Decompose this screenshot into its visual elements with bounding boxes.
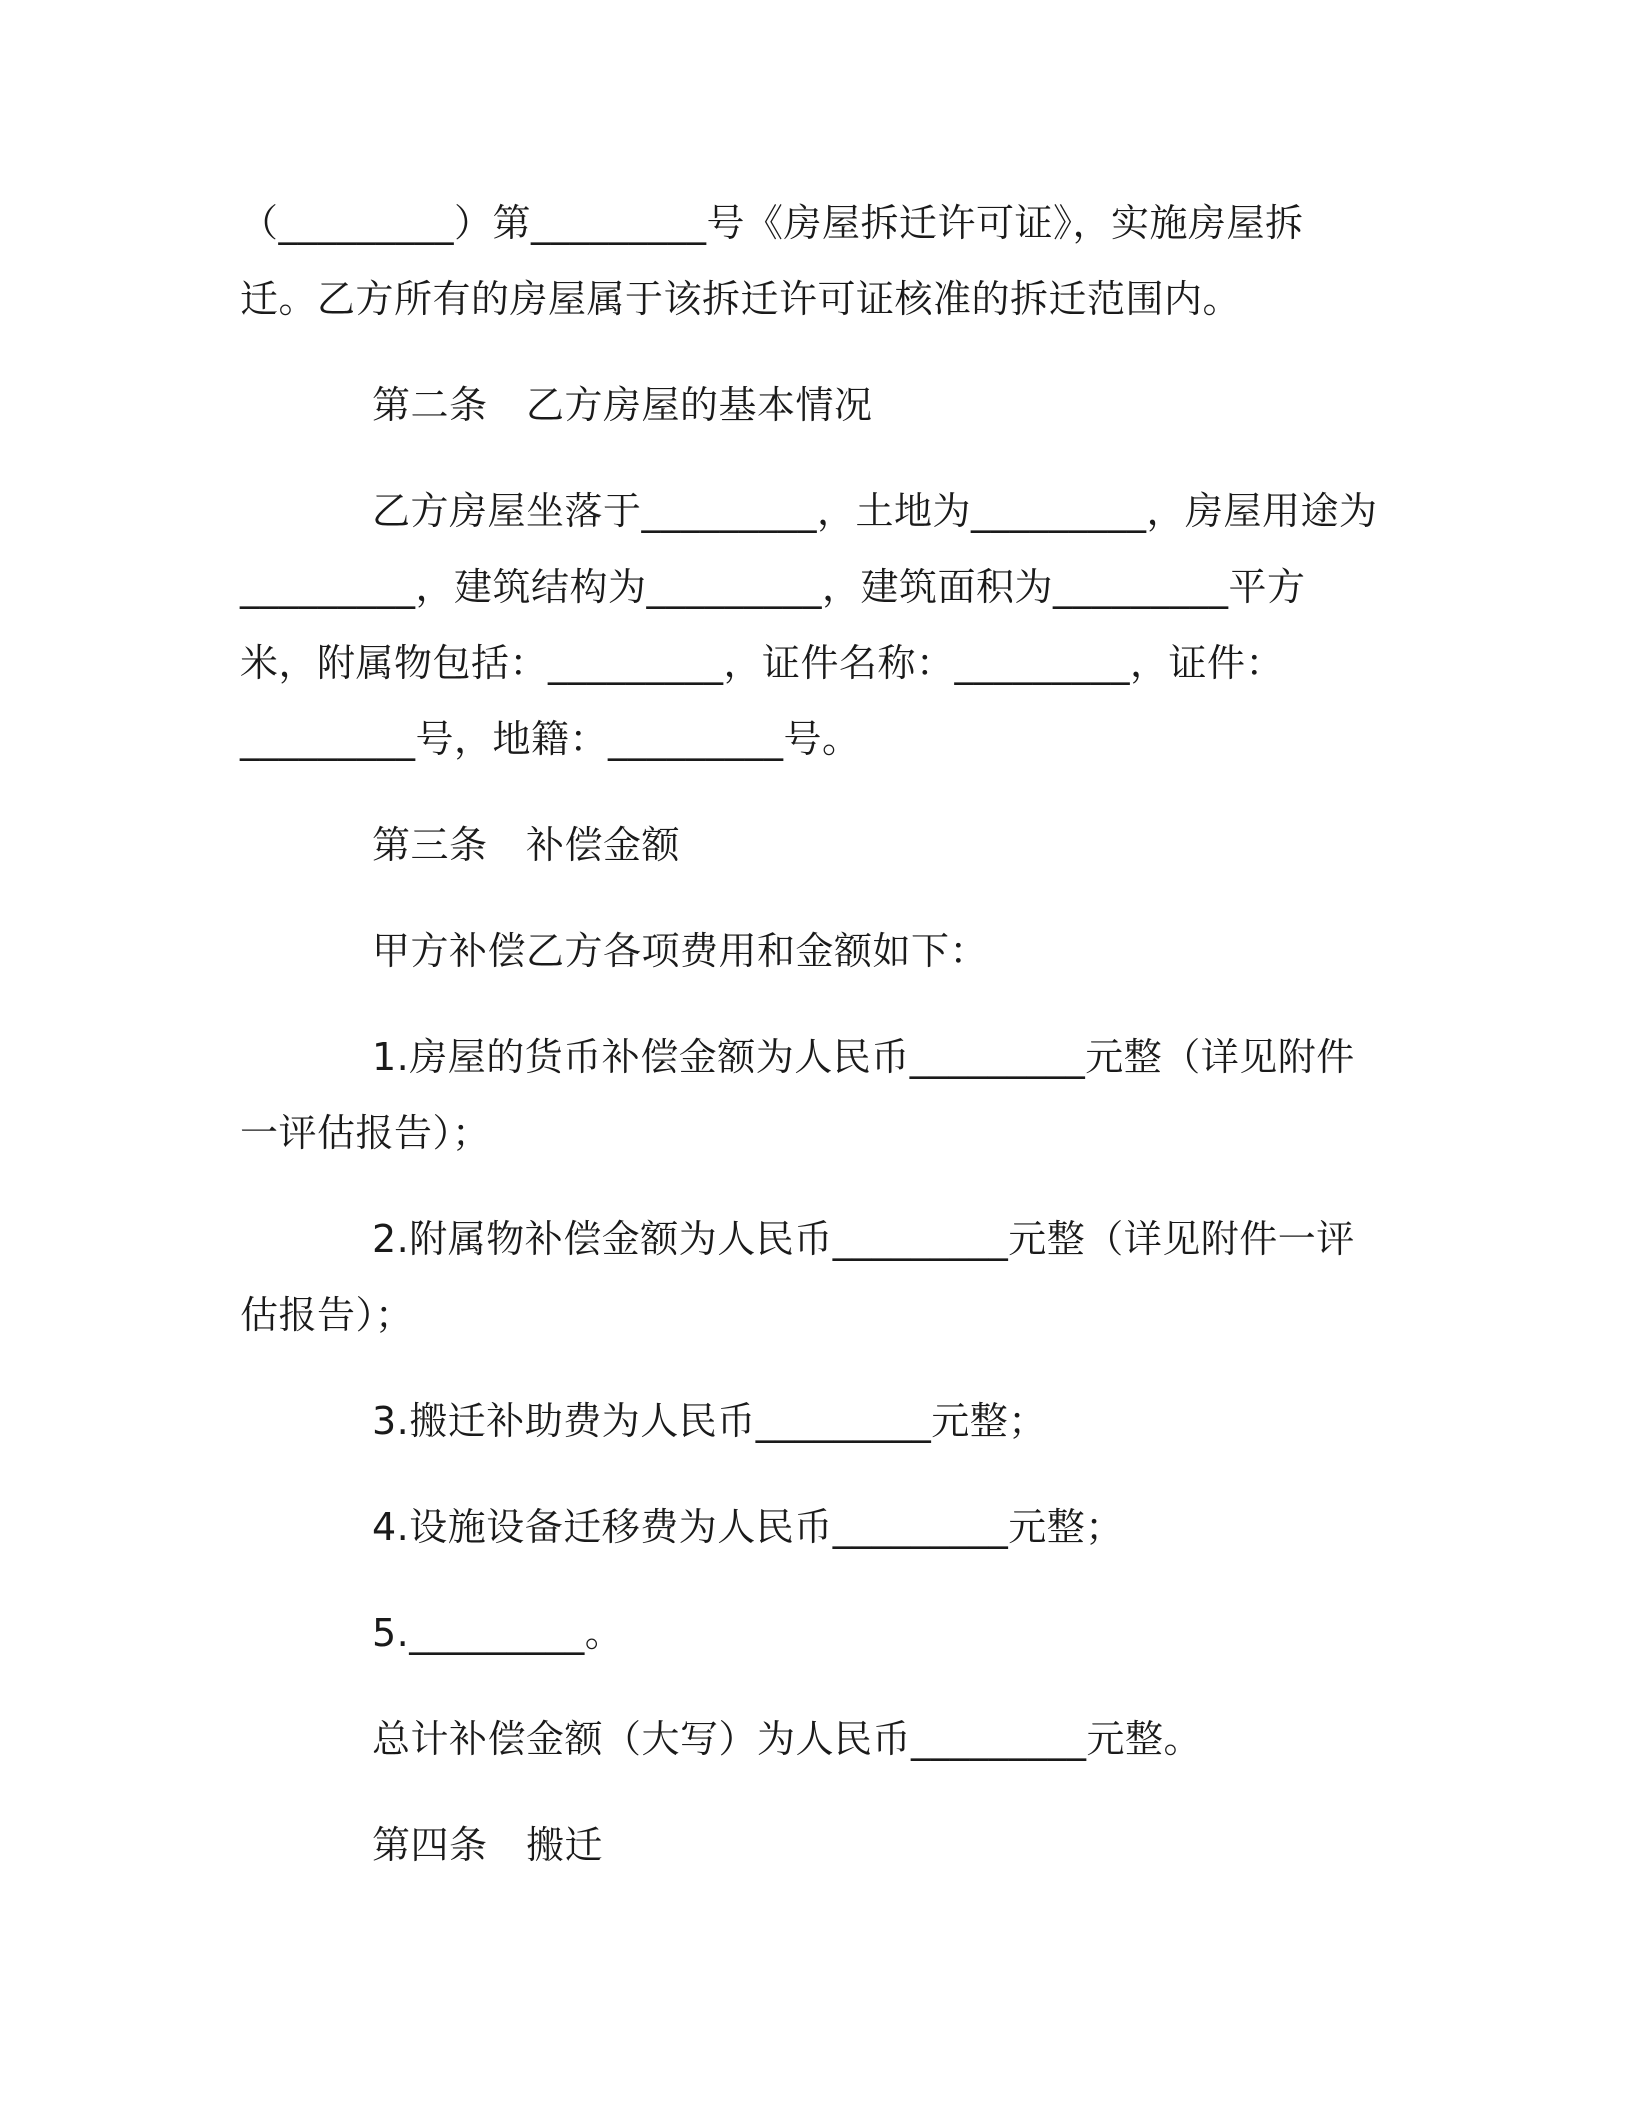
article-3-heading: 第三条 补偿金额 bbox=[372, 823, 681, 867]
total-compensation: 总计补偿金额（大写）为人民币_________元整。 bbox=[372, 1717, 1203, 1761]
compensation-intro: 甲方补偿乙方各项费用和金额如下： bbox=[372, 929, 989, 973]
compensation-item-3: 3.搬迁补助费为人民币_________元整； bbox=[372, 1399, 1047, 1443]
compensation-item-1: 1.房屋的货币补偿金额为人民币_________元整（详见附件一评估报告）； bbox=[240, 1035, 1355, 1155]
compensation-item-5: 5._________。 bbox=[372, 1611, 624, 1655]
article-4-heading: 第四条 搬迁 bbox=[372, 1823, 604, 1867]
article-2-heading: 第二条 乙方房屋的基本情况 bbox=[372, 383, 873, 427]
document-body bbox=[240, 185, 1380, 1883]
compensation-item-4: 4.设施设备迁移费为人民币_________元整； bbox=[372, 1505, 1124, 1549]
house-info-paragraph: 乙方房屋坐落于_________，土地为_________，房屋用途为_________，建筑结构为_________，建筑面积为_________平方米，附属物包括：_________，证件名称：_________，证件：_________号，地籍：_________号。 bbox=[240, 489, 1378, 761]
compensation-item-2: 2.附属物补偿金额为人民币_________元整（详见附件一评估报告）； bbox=[240, 1217, 1355, 1337]
permit-paragraph: （_________）第_________号《房屋拆迁许可证》，实施房屋拆迁。乙方所有的房屋属于该拆迁许可证核准的拆迁范围内。 bbox=[240, 201, 1304, 321]
